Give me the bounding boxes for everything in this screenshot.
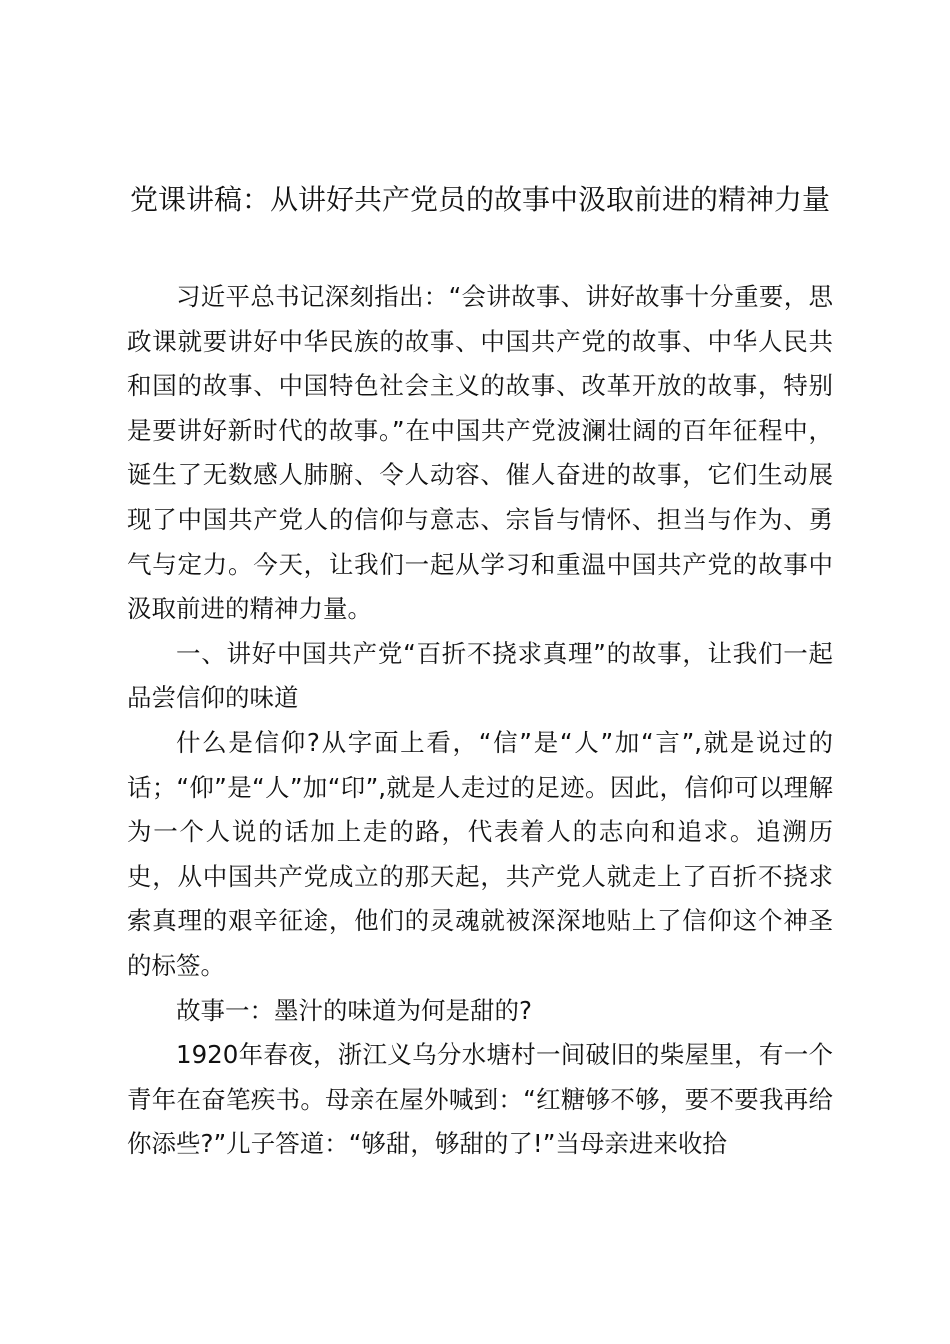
paragraph-faith: 什么是信仰?从字面上看，“信”是“人”加“言”,就是说过的话；“仰”是“人”加“印”,就是人走过的足迹。因此，信仰可以理解为一个人说的话加上走的路，代表着人的志向和追求。追溯历史，从中国共产党成立的那天起，共产党人就走上了百折不挠求索真理的艰辛征途，他们的灵魂就被深深地贴上了信仰这个神圣的标签。 [127, 727, 833, 980]
story-heading-1: 故事一：墨汁的味道为何是甜的? [176, 995, 533, 1025]
document-title: 党课讲稿：从讲好共产党员的故事中汲取前进的精神力量 [129, 183, 830, 216]
paragraph-story-1: 1920年春夜，浙江义乌分水塘村一间破旧的柴屋里，有一个青年在奋笔疾书。母亲在屋外喊到：“红糖够不够，要不要我再给你添些?”儿子答道：“够甜，够甜的了!”当母亲进来收拾 [127, 1040, 833, 1159]
paragraph-intro: 习近平总书记深刻指出：“会讲故事、讲好故事十分重要，思政课就要讲好中华民族的故事、中国共产党的故事、中华人民共和国的故事、中国特色社会主义的故事、改革开放的故事，特别是要讲好新时代的故事。”在中国共产党波澜壮阔的百年征程中，诞生了无数感人肺腑、令人动容、催人奋进的故事，它们生动展现了中国共产党人的信仰与意志、宗旨与情怀、担当与作为、勇气与定力。今天，让我们一起从学习和重温中国共产党的故事中汲取前进的精神力量。 [127, 282, 833, 624]
section-heading-1: 一、讲好中国共产党“百折不挠求真理”的故事，让我们一起品尝信仰的味道 [127, 638, 833, 713]
document-body [127, 275, 833, 1167]
